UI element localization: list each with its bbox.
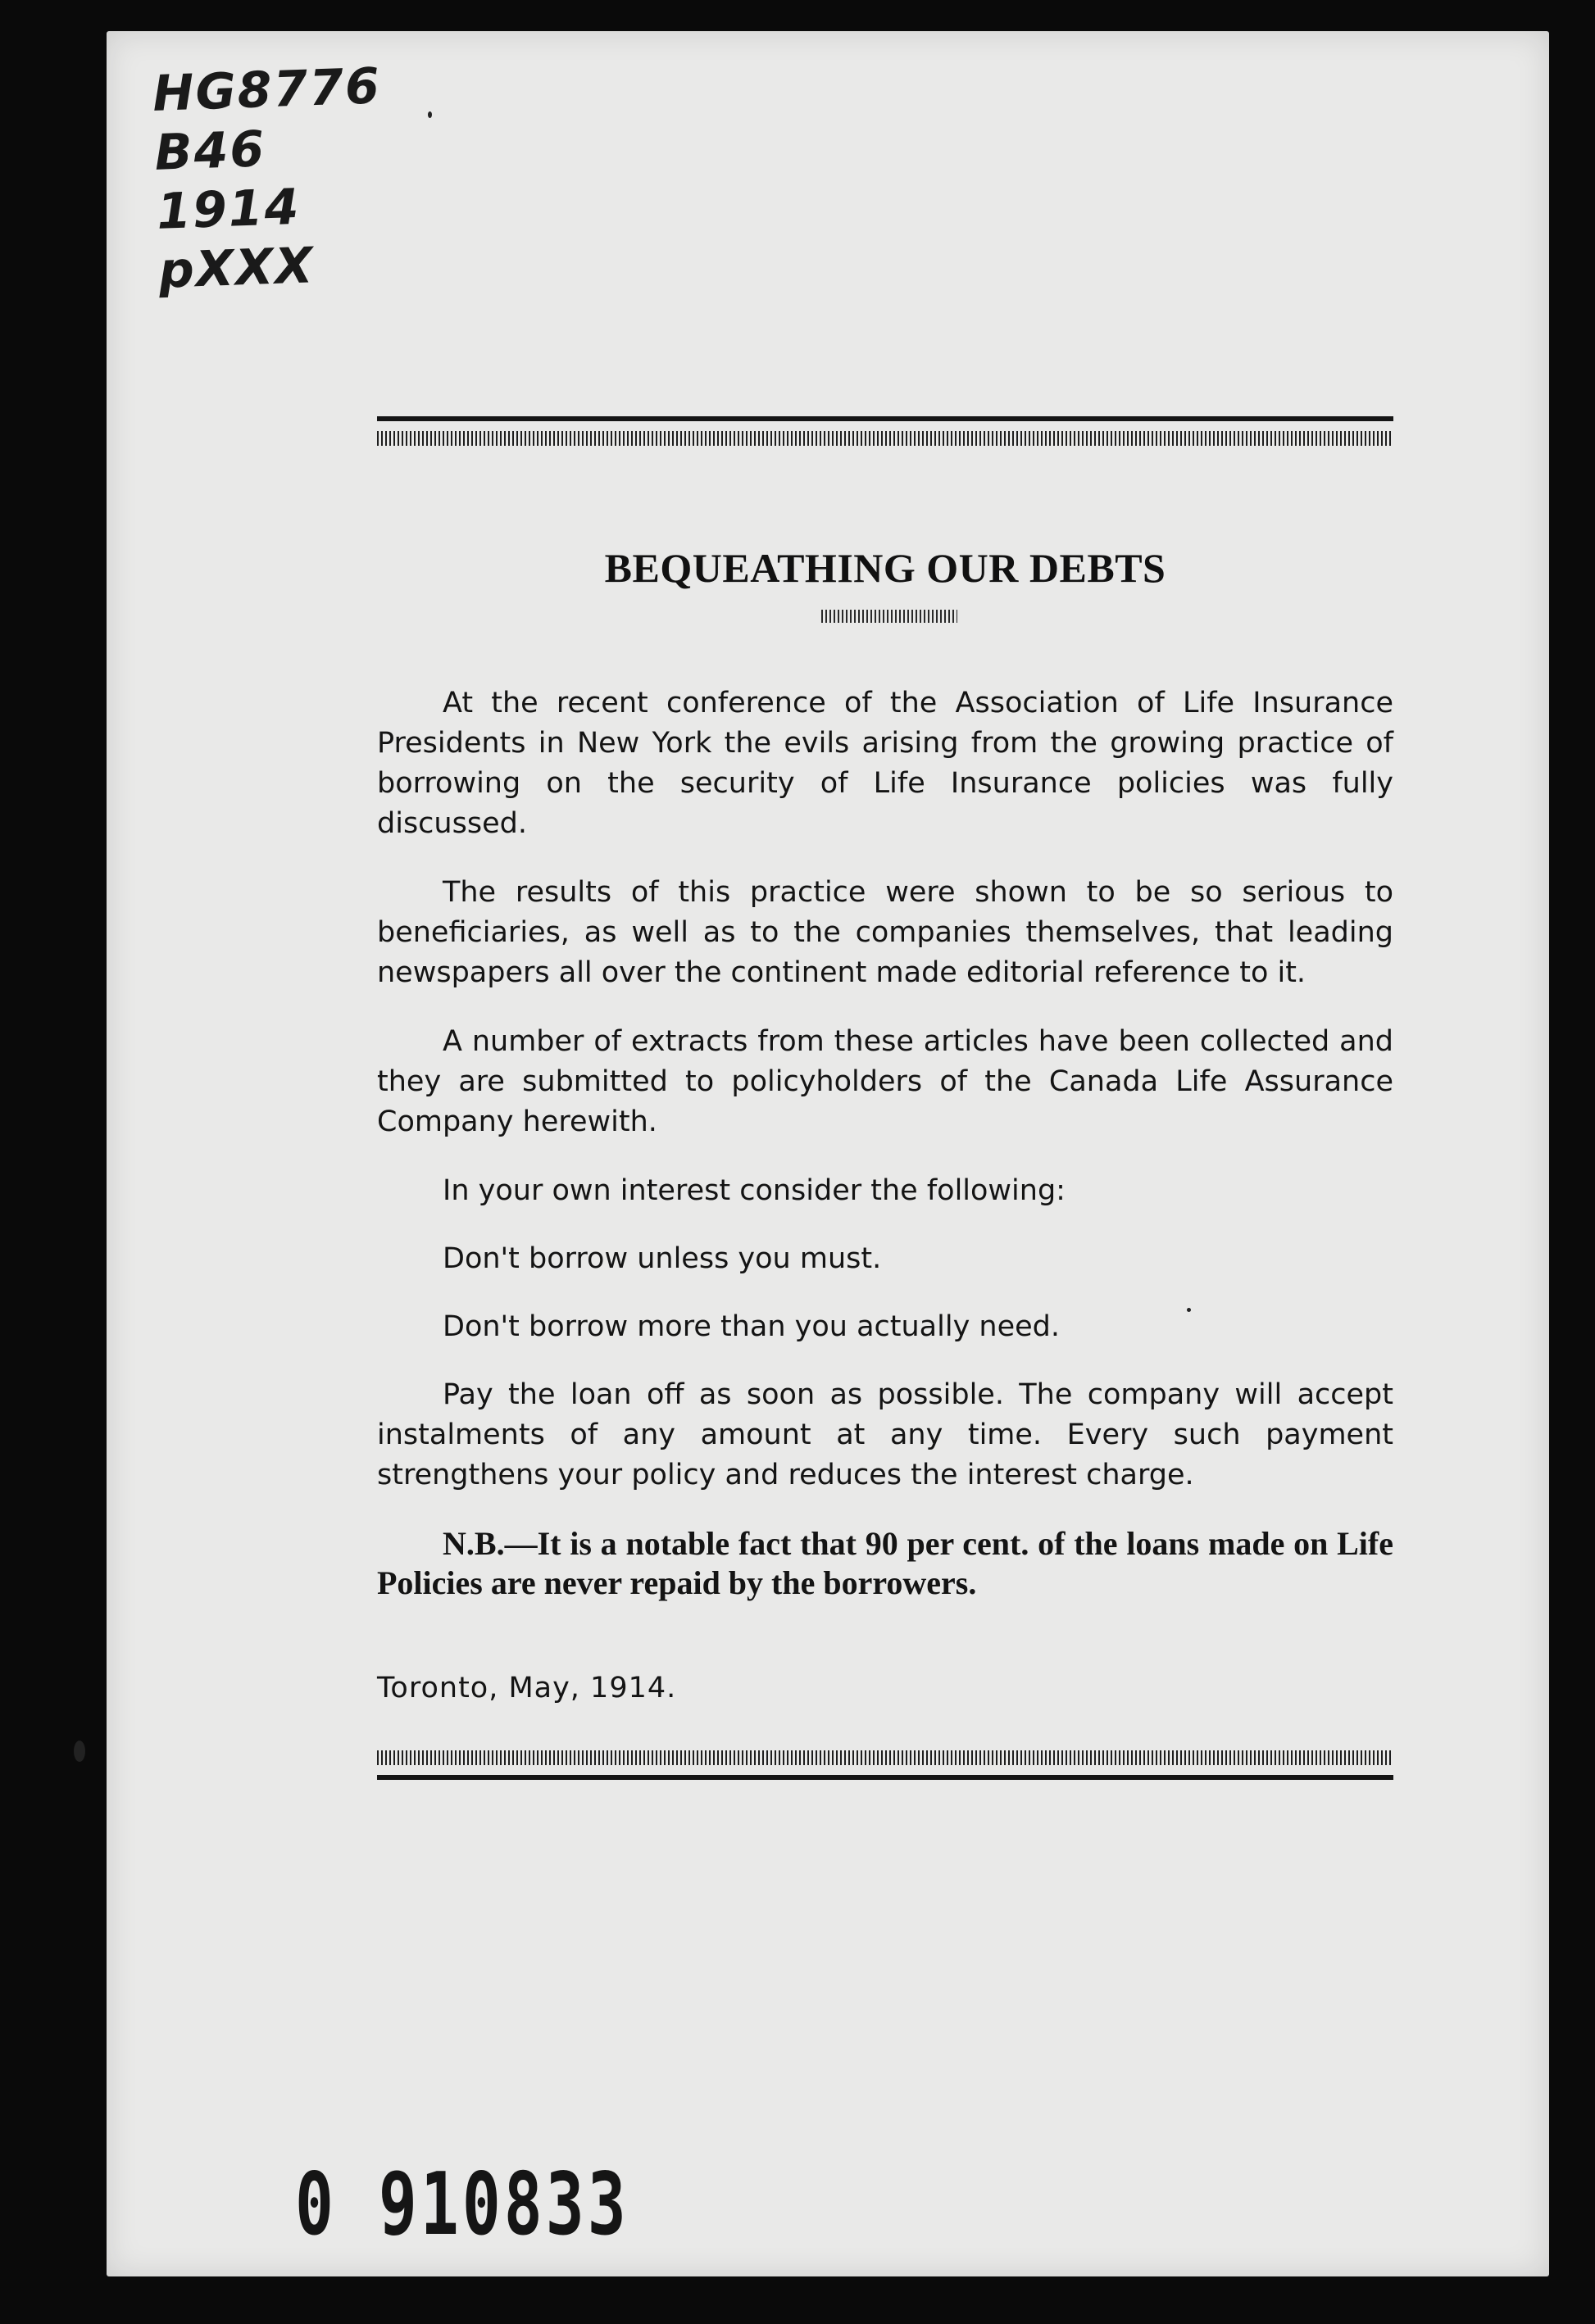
paragraph-results: The results of this practice were shown to be so serious to beneficiaries, as well as to the companies themselves, that leading newspapers all over the continent made editorial reference to it. — [377, 876, 1393, 989]
dust-speck — [428, 111, 432, 118]
title-ornament — [821, 610, 957, 623]
call-number-line: B46 — [153, 120, 267, 182]
paragraph-dont-borrow-more: Don't borrow more than you actually need. — [443, 1310, 1061, 1343]
bottom-ornamental-rule — [377, 1750, 1393, 1780]
paragraph-conference: At the recent conference of the Association of Life Insurance Presidents in New York the evils arising from the growing practice of borrowing on the security of Life Insurance policies was fully discussed. — [377, 687, 1393, 840]
paragraph-extracts: A number of extracts from these articles have been collected and they are submitted to policyholders of the Canada Life Assurance Company herewith. — [377, 1025, 1393, 1138]
dust-speck — [1187, 1308, 1191, 1312]
document-body — [377, 683, 1393, 1737]
call-number-line: HG8776 — [152, 57, 382, 123]
paragraph-dont-borrow: Don't borrow unless you must. — [443, 1242, 882, 1275]
rule-solid-line — [377, 1775, 1393, 1780]
rule-hatched-band — [377, 1750, 1393, 1765]
document-title: BEQUEATHING OUR DEBTS — [604, 545, 1166, 591]
paper-sheet — [107, 31, 1549, 2276]
library-stamp-number: 0 910833 — [295, 2155, 629, 2255]
call-number-line: 1914 — [156, 178, 302, 241]
rule-hatched-band — [377, 431, 1393, 446]
paragraph-consider: In your own interest consider the following: — [443, 1174, 1066, 1207]
place-date: Toronto, May, 1914. — [377, 1672, 677, 1704]
dust-speck — [74, 1741, 85, 1762]
nota-bene: N.B.—It is a notable fact that 90 per cent. of the loans made on Life Policies are never repaid by the borrowers. — [377, 1525, 1393, 1601]
rule-solid-line — [377, 416, 1393, 421]
top-ornamental-rule — [377, 416, 1393, 446]
handwritten-call-number — [152, 57, 388, 301]
paragraph-pay-loan: Pay the loan off as soon as possible. The company will accept instalments of any amount at any time. Every such payment strengthens your policy and reduces the interest charge. — [377, 1378, 1393, 1491]
call-number-line: pXXX — [157, 237, 316, 300]
